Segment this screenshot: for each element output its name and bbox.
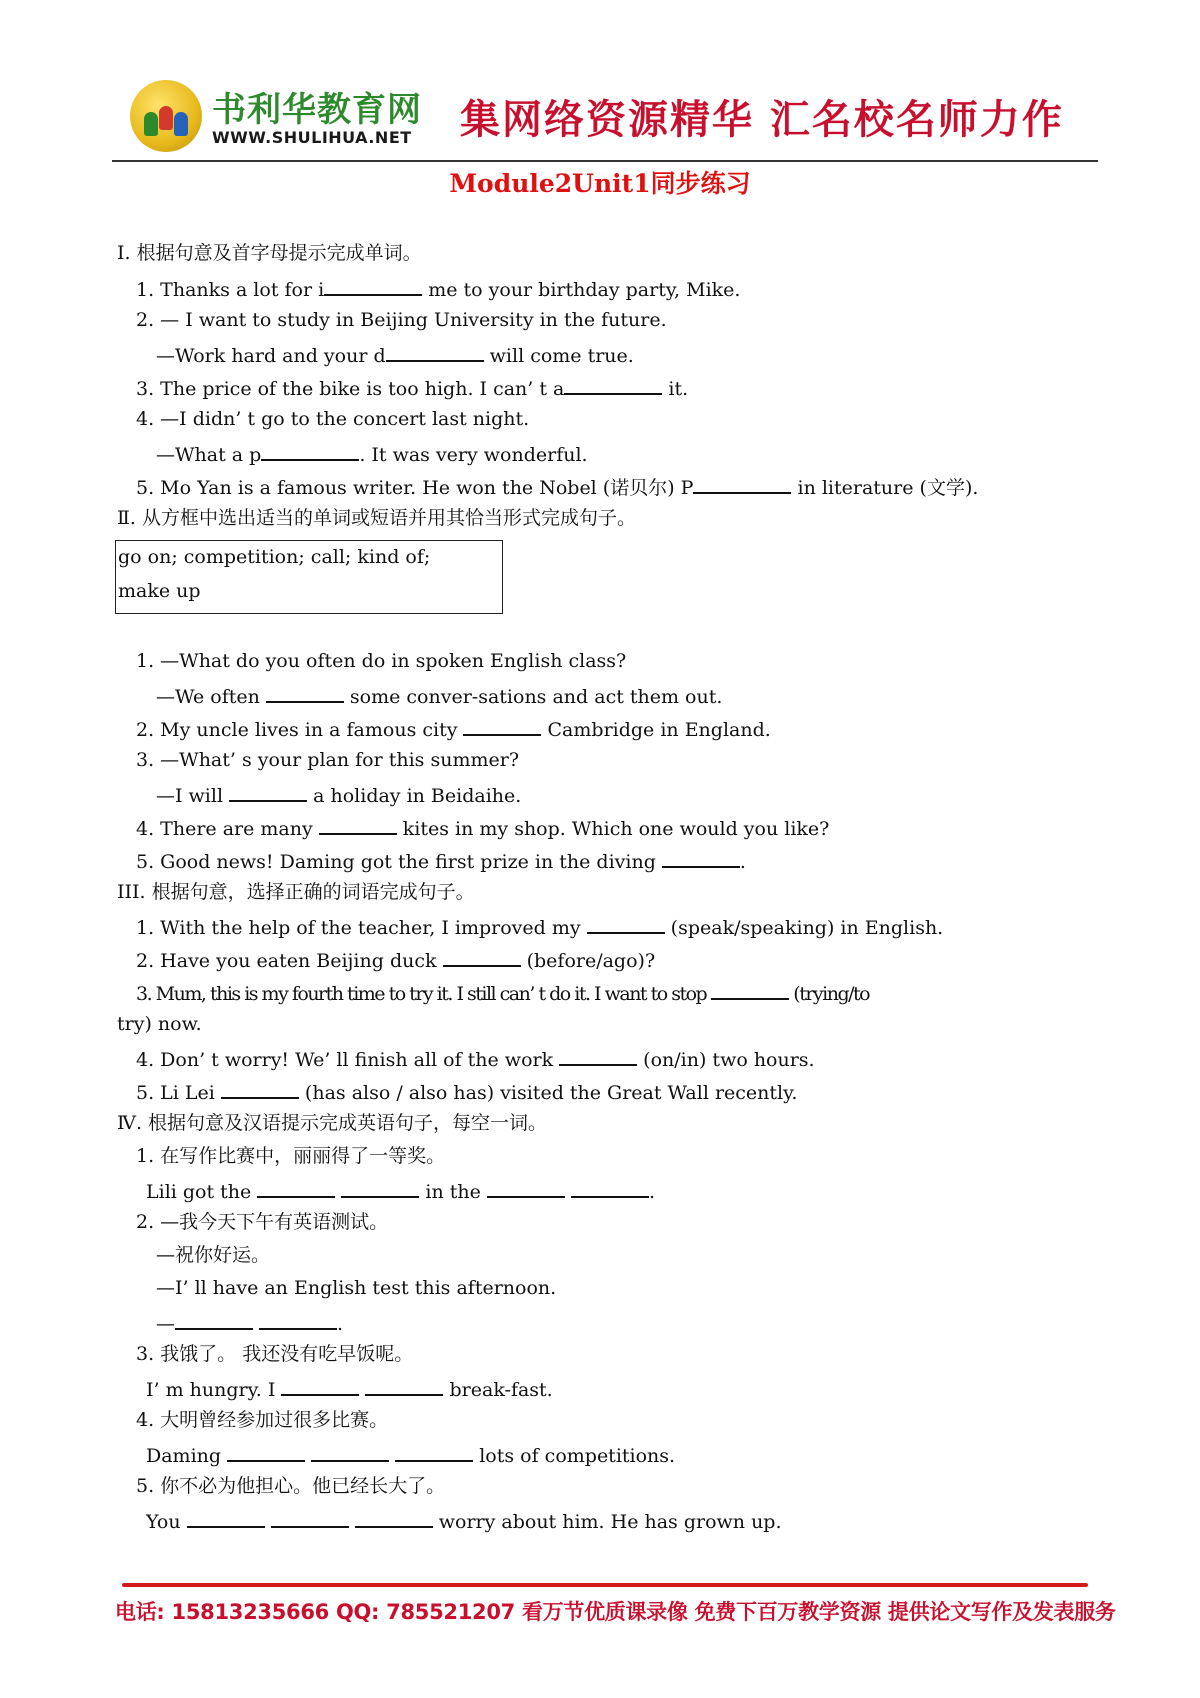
answer-blank[interactable] xyxy=(259,1308,337,1330)
answer-line: I’ m hungry. I break-fast. xyxy=(146,1374,553,1403)
exercise-line: 1. With the help of the teacher, I improved my (speak/speaking) in English. xyxy=(136,912,943,941)
logo-name: 书利华教育网 xyxy=(212,90,422,130)
question-line: —祝你好运。 xyxy=(156,1244,271,1266)
section-3-heading: III. 根据句意，选择正确的词语完成句子。 xyxy=(117,881,475,903)
exercise-line: —Work hard and your d will come true. xyxy=(156,340,634,369)
exercise-line: try) now. xyxy=(117,1013,202,1035)
logo-url: WWW.SHULIHUA.NET xyxy=(212,128,412,147)
footer-divider xyxy=(122,1583,1088,1587)
logo-emblem xyxy=(130,80,202,152)
exercise-line: 2. — I want to study in Beijing University in the future. xyxy=(136,309,667,331)
answer-blank[interactable] xyxy=(693,472,791,494)
answer-blank[interactable] xyxy=(261,439,359,461)
word-bank-line: go on; competition; call; kind of; xyxy=(118,546,431,568)
exercise-line: 2. Have you eaten Beijing duck (before/ago)? xyxy=(136,945,655,974)
section-4-heading: Ⅳ. 根据句意及汉语提示完成英语句子，每空一词。 xyxy=(117,1112,548,1134)
exercise-line: 3. —What’ s your plan for this summer? xyxy=(136,749,520,771)
exercise-line: 5. Mo Yan is a famous writer. He won the Nobel (诺贝尔) P in literature (文学). xyxy=(136,472,978,501)
exercise-line: 4. Don’ t worry! We’ ll finish all of the work (on/in) two hours. xyxy=(136,1044,815,1073)
section-1-heading: Ⅰ. 根据句意及首字母提示完成单词。 xyxy=(117,242,422,264)
footer-contact: 电话: 15813235666 QQ: 785521207 看万节优质课录像 免费下百万教学资源 提供论文写作及发表服务 xyxy=(115,1600,1116,1624)
question-line: 5. 你不必为他担心。他已经长大了。 xyxy=(136,1475,446,1497)
section-2-heading: Ⅱ. 从方框中选出适当的单词或短语并用其恰当形式完成句子。 xyxy=(117,507,636,529)
exercise-line: 1. —What do you often do in spoken English class? xyxy=(136,650,627,672)
answer-blank[interactable] xyxy=(175,1308,253,1330)
exercise-line: 4. There are many kites in my shop. Which one would you like? xyxy=(136,813,829,842)
question-line: 2. —我今天下午有英语测试。 xyxy=(136,1211,389,1233)
answer-blank[interactable] xyxy=(662,846,740,868)
answer-blank[interactable] xyxy=(319,813,397,835)
exercise-line: —What a p . It was very wonderful. xyxy=(156,439,588,468)
answer-blank[interactable] xyxy=(365,1374,443,1396)
exercise-line: 3. The price of the bike is too high. I can’ t a it. xyxy=(136,373,688,402)
answer-blank[interactable] xyxy=(487,1176,565,1198)
question-line: —I’ ll have an English test this afternoon. xyxy=(156,1277,557,1299)
answer-blank[interactable] xyxy=(559,1044,637,1066)
answer-blank[interactable] xyxy=(587,912,665,934)
answer-blank[interactable] xyxy=(395,1440,473,1462)
answer-blank[interactable] xyxy=(311,1440,389,1462)
answer-blank[interactable] xyxy=(443,945,521,967)
answer-blank[interactable] xyxy=(564,373,662,395)
answer-blank[interactable] xyxy=(386,340,484,362)
exercise-line: 5. Li Lei (has also / also has) visited the Great Wall recently. xyxy=(136,1077,797,1106)
answer-blank[interactable] xyxy=(221,1077,299,1099)
answer-blank[interactable] xyxy=(463,714,541,736)
answer-blank[interactable] xyxy=(229,780,307,802)
answer-blank[interactable] xyxy=(571,1176,649,1198)
word-bank-line: make up xyxy=(118,580,201,602)
answer-line: You worry about him. He has grown up. xyxy=(146,1506,782,1535)
exercise-line: 3. Mum, this is my fourth time to try it. I still can’ t do it. I want to stop (trying/to xyxy=(136,978,869,1007)
answer-blank[interactable] xyxy=(711,978,789,1000)
exercise-line: 5. Good news! Daming got the first prize in the diving . xyxy=(136,846,746,875)
question-line: 1. 在写作比赛中，丽丽得了一等奖。 xyxy=(136,1145,446,1167)
answer-line: Lili got the in the . xyxy=(146,1176,655,1205)
exercise-line: 4. —I didn’ t go to the concert last night. xyxy=(136,408,530,430)
answer-line: — . xyxy=(156,1308,343,1337)
question-line: 4. 大明曾经参加过很多比赛。 xyxy=(136,1409,389,1431)
answer-line: Daming lots of competitions. xyxy=(146,1440,675,1469)
header-slogan: 集网络资源精华 汇名校名师力作 xyxy=(460,97,1064,143)
answer-blank[interactable] xyxy=(271,1506,349,1528)
exercise-line: 1. Thanks a lot for i me to your birthday party, Mike. xyxy=(136,274,740,303)
exercise-line: —I will a holiday in Beidaihe. xyxy=(156,780,521,809)
page-title: Module2Unit1同步练习 xyxy=(449,169,751,198)
answer-blank[interactable] xyxy=(257,1176,335,1198)
answer-blank[interactable] xyxy=(187,1506,265,1528)
answer-blank[interactable] xyxy=(355,1506,433,1528)
answer-blank[interactable] xyxy=(324,274,422,296)
answer-blank[interactable] xyxy=(341,1176,419,1198)
question-line: 3. 我饿了。 我还没有吃早饭呢。 xyxy=(136,1343,414,1365)
header-divider xyxy=(112,160,1098,162)
exercise-line: —We often some conver-sations and act them out. xyxy=(156,681,722,710)
answer-blank[interactable] xyxy=(227,1440,305,1462)
answer-blank[interactable] xyxy=(281,1374,359,1396)
answer-blank[interactable] xyxy=(266,681,344,703)
exercise-line: 2. My uncle lives in a famous city Cambridge in England. xyxy=(136,714,771,743)
